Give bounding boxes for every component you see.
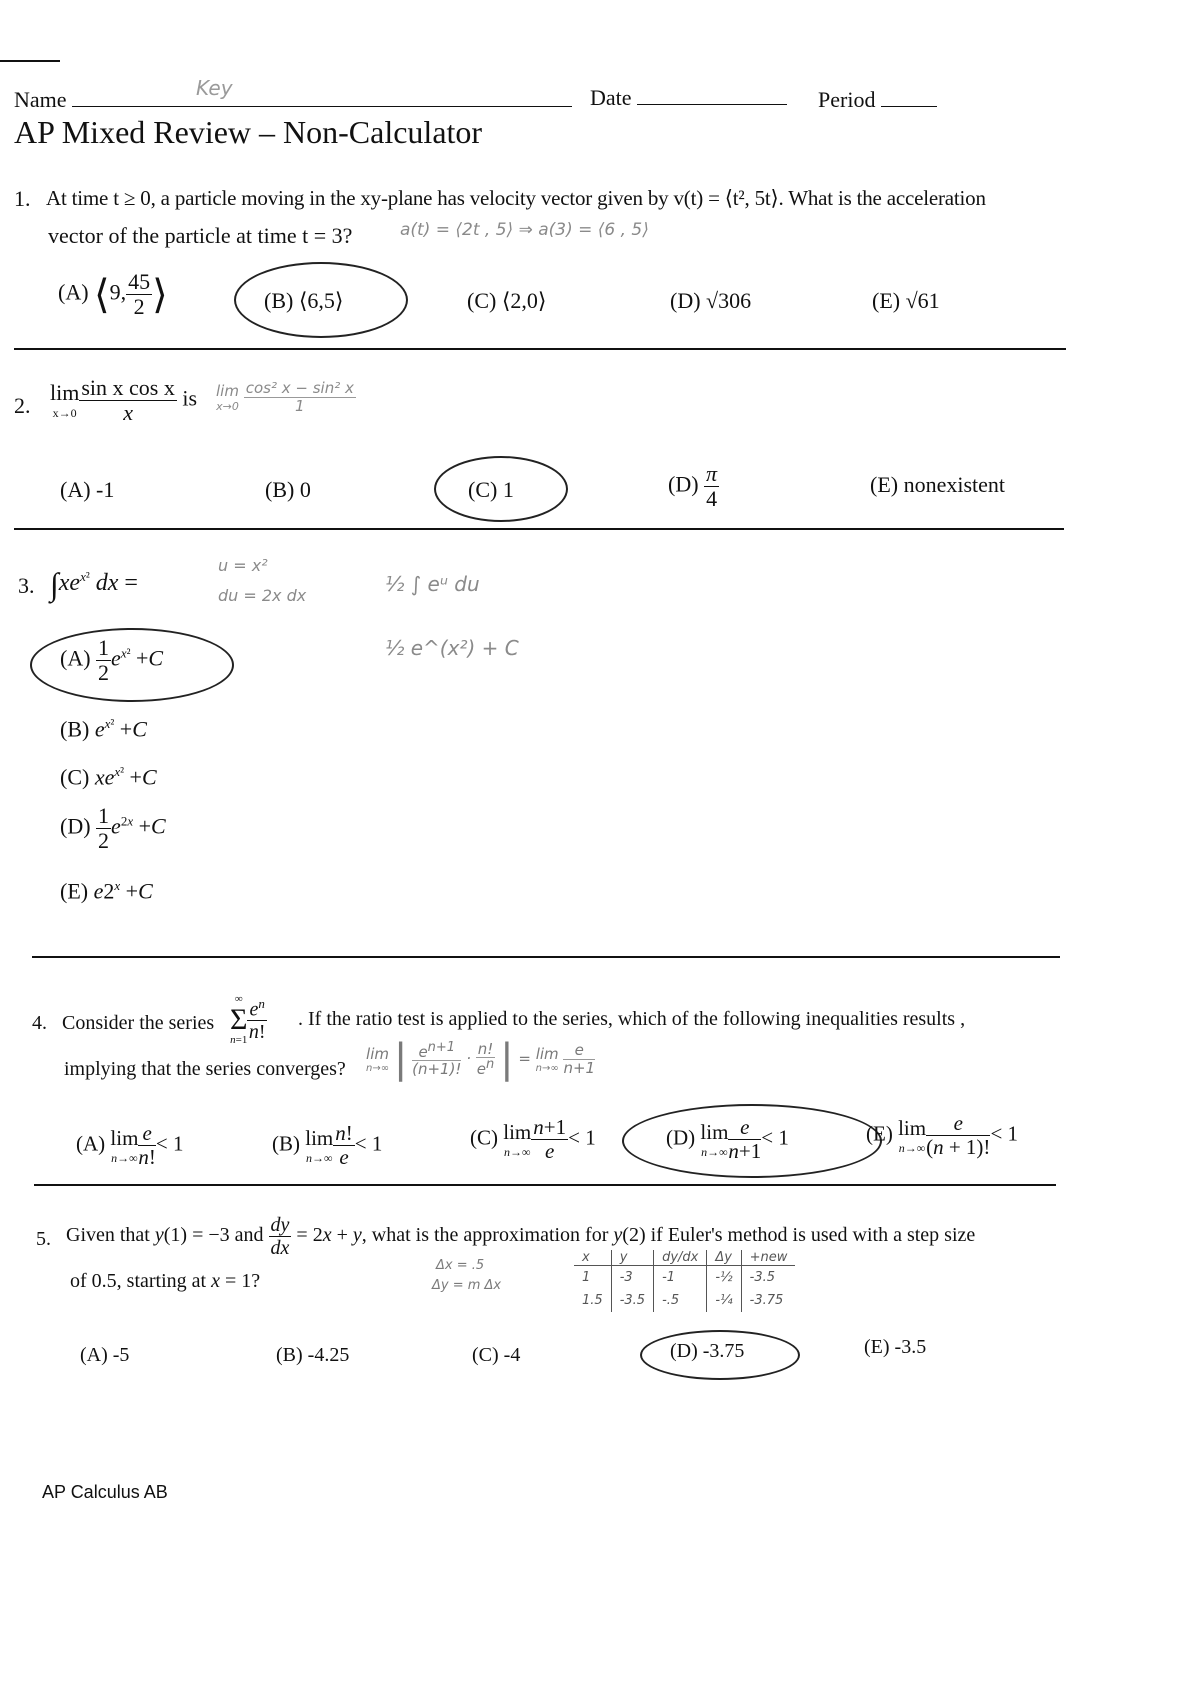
- q2-number: 2.: [14, 393, 31, 418]
- q1-choice-e[interactable]: (E) √61: [872, 288, 940, 313]
- q4-choice-b[interactable]: (B) lim n→∞ $\frac{n!}{e}$ < 1: [272, 1121, 383, 1170]
- q2-work-num: cos² x − sin² x: [245, 379, 354, 397]
- q3-work-u: u = x²: [218, 556, 268, 575]
- q2-numerator: sin x cos x: [81, 375, 175, 400]
- table-header: y: [611, 1250, 653, 1266]
- q4-text-c: implying that the series converges?: [64, 1058, 346, 1080]
- q2-choice-e[interactable]: (E) nonexistent: [870, 472, 1006, 497]
- q4-choice-a[interactable]: (A) lim n→∞ $\frac{e}{n!}$ < 1: [76, 1121, 184, 1170]
- q3-work-2: ½ e^(x²) + C: [385, 636, 519, 660]
- q5-text-b: of 0.5, starting at x = 1?: [70, 1270, 261, 1292]
- table-cell: -1: [654, 1266, 707, 1290]
- period-label-row: [818, 86, 937, 113]
- date-label: Date: [590, 85, 632, 110]
- q5-euler-table: [574, 1250, 795, 1312]
- name-label-row: [14, 76, 572, 113]
- q4-choice-d[interactable]: (D) lim n→∞ $\frac{e}{n+1}$ < 1: [666, 1115, 789, 1164]
- q3-number: 3.: [18, 573, 35, 598]
- q2-denominator: x: [123, 400, 133, 426]
- q5-choice-c[interactable]: (C) -4: [472, 1344, 521, 1366]
- q5-choice-e[interactable]: (E) -3.5: [864, 1336, 927, 1358]
- q4-choice-e[interactable]: (E) lim n→∞ $\frac{e}{(n + 1)!}$ < 1: [866, 1111, 1019, 1160]
- table-row: [574, 1289, 795, 1312]
- q3-work-1: ½ ∫ eᵘ du: [385, 572, 480, 596]
- q4-choice-c[interactable]: (C) lim n→∞ $\frac{n+1}{e}$ < 1: [470, 1115, 596, 1164]
- table-header: Δy: [707, 1250, 741, 1266]
- q1-choice-d[interactable]: (D) √306: [670, 288, 752, 313]
- table-row: [574, 1266, 795, 1290]
- q2-answer-circle: [434, 456, 568, 522]
- q5-choice-d[interactable]: (D) -3.75: [670, 1340, 745, 1362]
- q3-integral: $\int xe^{x^2}$ dx =: [50, 566, 138, 602]
- q1-choice-a[interactable]: (A) ⟨9, $\frac{45}{2}$ ⟩: [58, 269, 168, 320]
- table-header: x: [574, 1250, 611, 1266]
- q5-choice-b[interactable]: (B) -4.25: [276, 1344, 350, 1366]
- q4-work: lim n→∞ | $\frac{e^{n+1}}{(n+1)!}$ · $\frac{n!}{e^n}$ | = lim n→∞ $\frac{e}{n+1}$: [366, 1036, 596, 1082]
- q2-choice-a[interactable]: (A) -1: [60, 477, 115, 502]
- divider-3: [32, 956, 1060, 958]
- table-cell: -¼: [707, 1289, 741, 1312]
- q2-work-lim: lim: [216, 381, 239, 400]
- q1-answer-circle: [234, 262, 408, 338]
- page-title: AP Mixed Review – Non-Calculator: [14, 114, 483, 150]
- q3-choice-c[interactable]: (C) $xe^{x^2} +C$: [60, 764, 157, 790]
- name-value: Key: [196, 76, 233, 100]
- q5-work-dx: Δx = .5: [436, 1258, 485, 1273]
- q5-number: 5.: [36, 1228, 51, 1250]
- q2-choice-d[interactable]: (D) $\frac{\pi}{4}$: [668, 461, 718, 512]
- table-cell: -3.5: [741, 1266, 795, 1290]
- q2-work: [216, 380, 356, 414]
- q5-choice-a[interactable]: (A) -5: [80, 1344, 130, 1366]
- q2-tail: is: [182, 385, 198, 411]
- stray-mark: [0, 60, 60, 62]
- table-header: +new: [741, 1250, 795, 1266]
- name-field[interactable]: [72, 76, 572, 107]
- q5-work-dy: Δy = m Δx: [432, 1278, 502, 1293]
- date-field[interactable]: [637, 84, 787, 105]
- q3-answer-circle: [30, 628, 234, 702]
- table-header: dy/dx: [654, 1250, 707, 1266]
- q4-number: 4.: [32, 1012, 47, 1034]
- period-label: Period: [818, 87, 876, 112]
- q1-text-b: vector of the particle at time t = 3?: [48, 223, 353, 248]
- period-field[interactable]: [881, 86, 937, 107]
- divider-2: [14, 528, 1064, 530]
- q2-lim-sub: x→0: [52, 406, 77, 421]
- q1-number: 1.: [14, 186, 31, 211]
- divider-4: [34, 1184, 1056, 1186]
- q4-text-a: Consider the series: [62, 1012, 215, 1034]
- date-label-row: [590, 84, 787, 111]
- q4-series: ∞ Σ n=1 $\frac{e^n}{n!}$: [230, 993, 266, 1046]
- q2-lim: lim: [50, 380, 80, 406]
- q2-choice-c[interactable]: (C) 1: [468, 477, 514, 502]
- q5-text-a: Given that y(1) = −3 and $\frac{dy}{dx}$ = 2x + y, what is the approximation for y(2) if Euler's method is used with a step size: [66, 1214, 976, 1259]
- q2-expression: [50, 376, 197, 425]
- q1-choice-b[interactable]: (B) ⟨6,5⟩: [264, 288, 344, 313]
- table-cell: -.5: [654, 1289, 707, 1312]
- q3-choice-d[interactable]: (D) $\frac{1}{2}$ $e^{2x} +C$: [60, 803, 166, 854]
- table-cell: -3: [611, 1266, 653, 1290]
- table-row: [574, 1250, 795, 1266]
- q1-text-a: At time t ≥ 0, a particle moving in the xy-plane has velocity vector given by v(t) = ⟨t², 5t⟩. What is the acceleration: [46, 186, 986, 210]
- table-cell: -3.5: [611, 1289, 653, 1312]
- divider-1: [14, 348, 1066, 350]
- footer-course: AP Calculus AB: [42, 1482, 168, 1502]
- q2-choice-b[interactable]: (B) 0: [265, 477, 311, 502]
- q2-work-sub: x→0: [216, 399, 239, 413]
- q5-answer-circle: [640, 1330, 800, 1380]
- q1-choice-c[interactable]: (C) ⟨2,0⟩: [467, 288, 547, 313]
- q3-choice-e[interactable]: (E) $e2^x +C$: [60, 878, 153, 904]
- q4-text-b: . If the ratio test is applied to the series, which of the following inequalities results ,: [298, 1008, 966, 1030]
- table-cell: 1.5: [582, 1293, 603, 1308]
- q1-work: a(t) = ⟨2t , 5⟩ ⇒ a(3) = ⟨6 , 5⟩: [400, 220, 649, 240]
- q3-choice-a[interactable]: (A) $\frac{1}{2}$ $e^{x^2} +C$: [60, 635, 164, 686]
- name-label: Name: [14, 87, 67, 112]
- q3-work-du: du = 2x dx: [218, 586, 307, 605]
- q3-choice-b[interactable]: (B) $e^{x^2} +C$: [60, 716, 147, 742]
- table-cell: -3.75: [741, 1289, 795, 1312]
- table-cell: 1: [582, 1270, 591, 1285]
- q4-answer-circle: [622, 1104, 882, 1178]
- table-cell: -½: [707, 1266, 741, 1290]
- q2-work-den: 1: [295, 396, 305, 415]
